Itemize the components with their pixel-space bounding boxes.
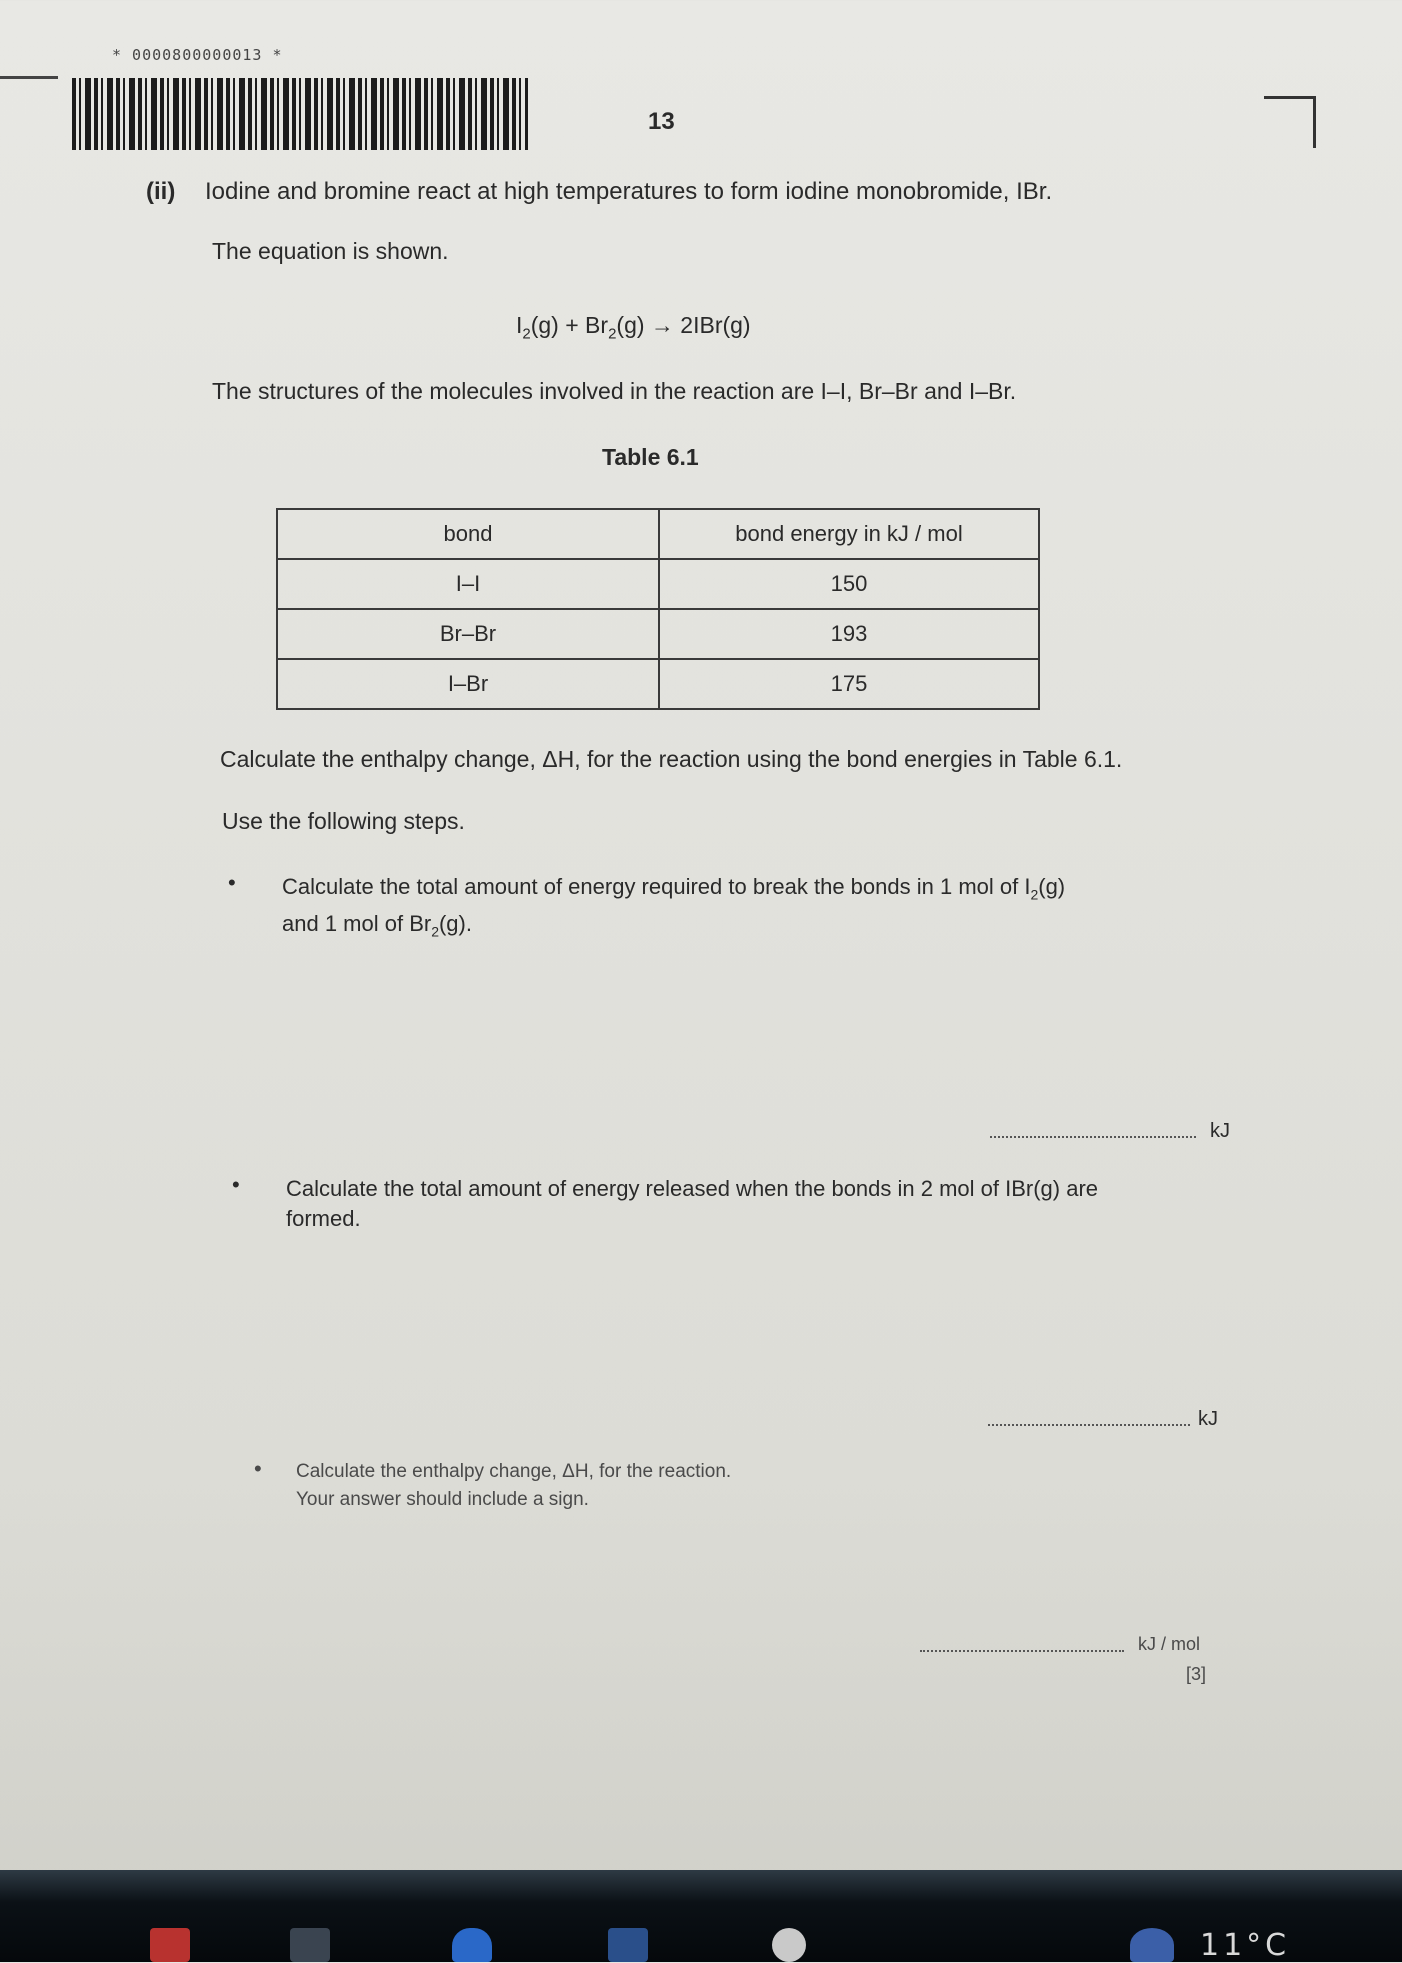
settings-icon[interactable] bbox=[772, 1928, 806, 1962]
table-header-cell: bond bbox=[277, 509, 659, 559]
marks-allocation: [3] bbox=[1186, 1664, 1207, 1684]
browser-icon[interactable] bbox=[452, 1928, 492, 1962]
step-3-answer-line[interactable] bbox=[920, 1650, 1124, 1652]
energy-cell: 150 bbox=[659, 559, 1039, 609]
step-2-unit: kJ bbox=[1198, 1408, 1218, 1430]
corner-crop-mark bbox=[1264, 96, 1316, 148]
table-title: Table 6.1 bbox=[602, 444, 699, 470]
calculate-instruction: Calculate the enthalpy change, ΔH, for the reaction using the bond energies in Table 6.1. bbox=[220, 746, 1123, 772]
step-1-bullet: • bbox=[228, 870, 236, 895]
store-icon[interactable] bbox=[608, 1928, 648, 1962]
step-1-answer-line[interactable] bbox=[990, 1136, 1196, 1138]
table-row bbox=[277, 609, 1039, 659]
equation-intro: The equation is shown. bbox=[212, 238, 449, 264]
step-1-text: Calculate the total amount of energy required to break the bonds in 1 mol of $I_2(g)$ and 1 mol of $Br_2(g)$. bbox=[282, 874, 1066, 940]
energy-cell: 175 bbox=[659, 659, 1039, 709]
table-header-cell: bond energy in kJ / mol bbox=[659, 509, 1039, 559]
file-explorer-icon[interactable] bbox=[290, 1928, 330, 1962]
step-2-answer-line[interactable] bbox=[988, 1424, 1190, 1426]
bond-energy-table bbox=[276, 508, 1040, 710]
question-label: (ii) bbox=[146, 178, 176, 205]
step-3-text: Calculate the enthalpy change, ΔH, for the reaction. Your answer should include a sign. bbox=[296, 1461, 732, 1510]
taskbar bbox=[0, 1870, 1402, 1962]
step-2-bullet: • bbox=[232, 1172, 240, 1197]
step-3-bullet: • bbox=[254, 1456, 262, 1481]
step-2-text: Calculate the total amount of energy released when the bonds in 2 mol of IBr(g) are formed. bbox=[286, 1176, 1099, 1231]
weather-icon[interactable] bbox=[1130, 1928, 1174, 1962]
bond-cell: I–I bbox=[277, 559, 659, 609]
energy-cell: 193 bbox=[659, 609, 1039, 659]
structures-text: The structures of the molecules involved in the reaction are I–I, Br–Br and I–Br. bbox=[212, 378, 1017, 404]
step-1-unit: kJ bbox=[1210, 1120, 1230, 1142]
app-icon[interactable] bbox=[150, 1928, 190, 1962]
use-steps-text: Use the following steps. bbox=[222, 808, 465, 834]
bond-cell: I–Br bbox=[277, 659, 659, 709]
barcode-image bbox=[72, 78, 528, 150]
weather-temperature[interactable]: 11°C bbox=[1200, 1928, 1291, 1963]
bond-cell: Br–Br bbox=[277, 609, 659, 659]
step-3-unit: kJ / mol bbox=[1138, 1634, 1201, 1654]
table-row bbox=[277, 559, 1039, 609]
table-header-row bbox=[277, 509, 1039, 559]
table-row bbox=[277, 659, 1039, 709]
question-intro: Iodine and bromine react at high temperatures to form iodine monobromide, IBr. bbox=[205, 178, 1053, 205]
page-number: 13 bbox=[648, 108, 675, 135]
reaction-equation: $I_2(g) + Br_2(g) \to 2IBr(g)$ bbox=[516, 312, 751, 343]
barcode-number: * 0000800000013 * bbox=[112, 46, 283, 64]
top-rule bbox=[0, 76, 58, 79]
